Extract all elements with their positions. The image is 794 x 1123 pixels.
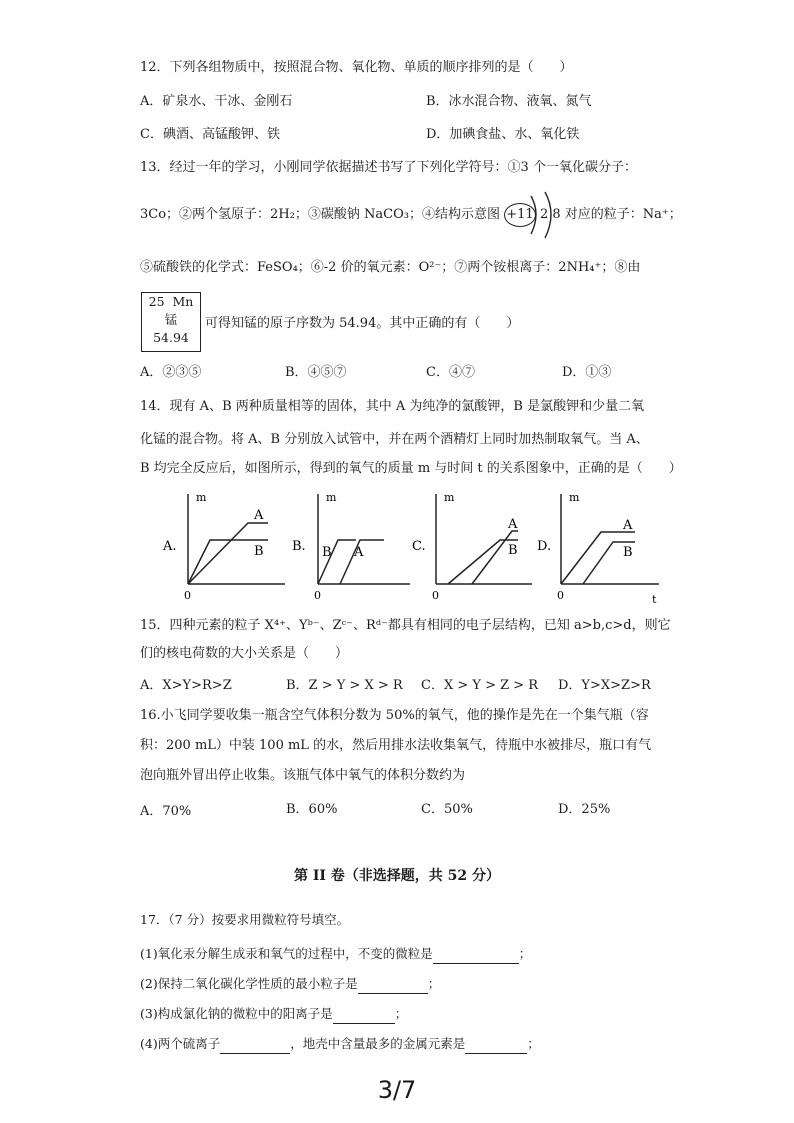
graph-b-y-label: m [326, 491, 337, 504]
graph-a [150, 488, 290, 603]
graph-b-origin: 0 [314, 589, 321, 602]
q17-part2-end: ； [427, 976, 441, 991]
q17-part3-end: ； [394, 1006, 408, 1021]
q16-line2: 积：200 mL）中装 100 mL 的水，然后用排水法收集氧气，待瓶中水被排尽，瓶口有气 [140, 738, 652, 753]
q16-line3: 泡向瓶外冒出停止收集。该瓶气体中氧气的体积分数约为 [140, 768, 466, 783]
graph-d-x-label: t [652, 593, 657, 603]
q15-option-c: C．X > Y > Z > R [421, 678, 539, 693]
atomic-mass: 54.94 [153, 330, 189, 345]
graph-d-label-b: B [623, 545, 633, 560]
q15-option-d: D．Y>X>Z>R [558, 678, 651, 693]
q17-part2 [140, 974, 440, 994]
graph-b [290, 488, 420, 603]
q16-option-b: B．60% [286, 802, 338, 817]
q12-option-b: B．冰水混合物、液氧、氮气 [426, 94, 592, 109]
graph-c-origin: 0 [432, 589, 439, 602]
graph-b-label: B. [292, 539, 306, 554]
graph-c-label: C. [412, 539, 426, 554]
answer-blank-1[interactable] [433, 949, 519, 964]
q15-option-b: B．Z > Y > X > R [286, 678, 403, 693]
q16-option-c: C．50% [421, 802, 473, 817]
q13-option-b: B．④⑤⑦ [285, 365, 347, 380]
element-card-mn [141, 292, 201, 352]
nucleus-circle: +11 [504, 203, 536, 227]
graph-d-y-label: m [569, 491, 580, 504]
element-name: 锰 [164, 312, 178, 327]
q17-stem: 17．（7 分）按要求用微粒符号填空。 [140, 912, 350, 927]
graph-c-y-label: m [444, 491, 455, 504]
q13-line2-text: 3Co；②两个氢原子：2H₂；③碳酸钠 NaCO₃；④结构示意图 [140, 207, 500, 222]
graph-d-label-a: A [623, 518, 633, 533]
q17-part4-text-b: ，地壳中含量最多的金属元素是 [290, 1036, 466, 1051]
q17-part4 [140, 1034, 540, 1054]
graph-a-y-label: m [196, 491, 207, 504]
graph-d-label: D. [537, 539, 552, 554]
graph-b-label-b: B [322, 545, 332, 560]
q15-line1: 15．四种元素的粒子 X⁴⁺、Yᵇ⁻、Zᶜ⁻、Rᵈ⁻都具有相同的电子层结构，已知 a>b,c>d，则它 [140, 618, 671, 633]
q14-line3: B 均完全反应后，如图所示，得到的氧气的质量 m 与时间 t 的关系图象中，正确的是（ ） [140, 461, 682, 476]
page-number: 3/7 [377, 1076, 417, 1104]
q16-line1: 16.小飞同学要收集一瓶含空气体积分数为 50%的氧气，他的操作是先在一个集气瓶（容 [140, 708, 649, 723]
graph-b-label-a: A [354, 545, 364, 560]
q13-line3: ⑤硫酸铁的化学式：FeSO₄；⑥-2 价的氧元素：O²⁻；⑦两个铵根离子：2NH₄⁺；⑧由 [140, 260, 641, 275]
q17-part4-text-a: (4)两个硫离子 [140, 1036, 221, 1051]
graph-c [410, 488, 540, 603]
q16-option-d: D．25% [558, 802, 611, 817]
answer-blank-4[interactable] [220, 1039, 290, 1054]
shell-2: 8 [552, 207, 561, 222]
q12-option-c: C．碘酒、高锰酸钾、铁 [140, 127, 280, 142]
graph-a-origin: 0 [184, 589, 191, 602]
atomic-number: 25 [148, 294, 165, 309]
q17-part3-text: (3)构成氯化钠的微粒中的阳离子是 [140, 1006, 333, 1021]
q13-option-a: A．②③⑤ [140, 365, 202, 380]
q14-line1: 14．现有 A、B 两种质量相等的固体，其中 A 为纯净的氯酸钾，B 是氯酸钾和少量二氧 [140, 399, 645, 414]
q14-line2: 化锰的混合物。将 A、B 分别放入试管中，并在两个酒精灯上同时加热制取氧气。当 A、 [140, 432, 649, 447]
shell-1: 2 [539, 207, 549, 222]
q17-part1-end: ； [518, 946, 532, 961]
q12-option-a: A．矿泉水、干冰、金刚石 [140, 94, 293, 109]
q13-line1: 13．经过一年的学习，小刚同学依据描述书写了下列化学符号：①3 个一氧化碳分子： [140, 160, 637, 175]
q16-option-a: A．70% [140, 804, 192, 819]
graph-a-label-a: A [254, 508, 264, 523]
q15-option-a: A．X>Y>R>Z [140, 678, 232, 693]
graph-d [535, 488, 665, 603]
q12-option-d: D．加碘食盐、水、氧化铁 [426, 127, 580, 142]
answer-blank-2[interactable] [358, 979, 428, 994]
q17-part2-text: (2)保持二氧化碳化学性质的最小粒子是 [140, 976, 358, 991]
q13-option-d: D．①③ [562, 365, 612, 380]
graph-d-origin: 0 [557, 589, 564, 602]
q13-line4: 可得知锰的原子序数为 54.94。其中正确的有（ ） [205, 316, 520, 331]
graph-c-label-a: A [508, 517, 518, 532]
graph-a-label-b: B [254, 544, 264, 559]
electron-shell-arcs [525, 190, 565, 242]
section-title: 第 II 卷（非选择题，共 52 分） [293, 868, 501, 884]
graph-c-label-b: B [508, 543, 518, 558]
graph-a-label: A. [163, 539, 177, 554]
q13-line2 [140, 203, 682, 227]
q13-line2-end: 对应的粒子：Na⁺； [564, 207, 682, 222]
answer-blank-3[interactable] [333, 1009, 395, 1024]
q15-line2: 们的核电荷数的大小关系是（ ） [140, 646, 349, 661]
answer-blank-5[interactable] [465, 1039, 527, 1054]
element-symbol: Mn [172, 294, 194, 309]
q17-part4-end: ； [527, 1036, 540, 1051]
q12-stem: 12．下列各组物质中，按照混合物、氧化物、单质的顺序排列的是（ ） [140, 60, 573, 75]
q17-part3 [140, 1004, 407, 1024]
q17-part1 [140, 944, 531, 964]
q17-part1-text: (1)氧化汞分解生成汞和氧气的过程中，不变的微粒是 [140, 946, 433, 961]
q13-option-c: C．④⑦ [426, 365, 475, 380]
